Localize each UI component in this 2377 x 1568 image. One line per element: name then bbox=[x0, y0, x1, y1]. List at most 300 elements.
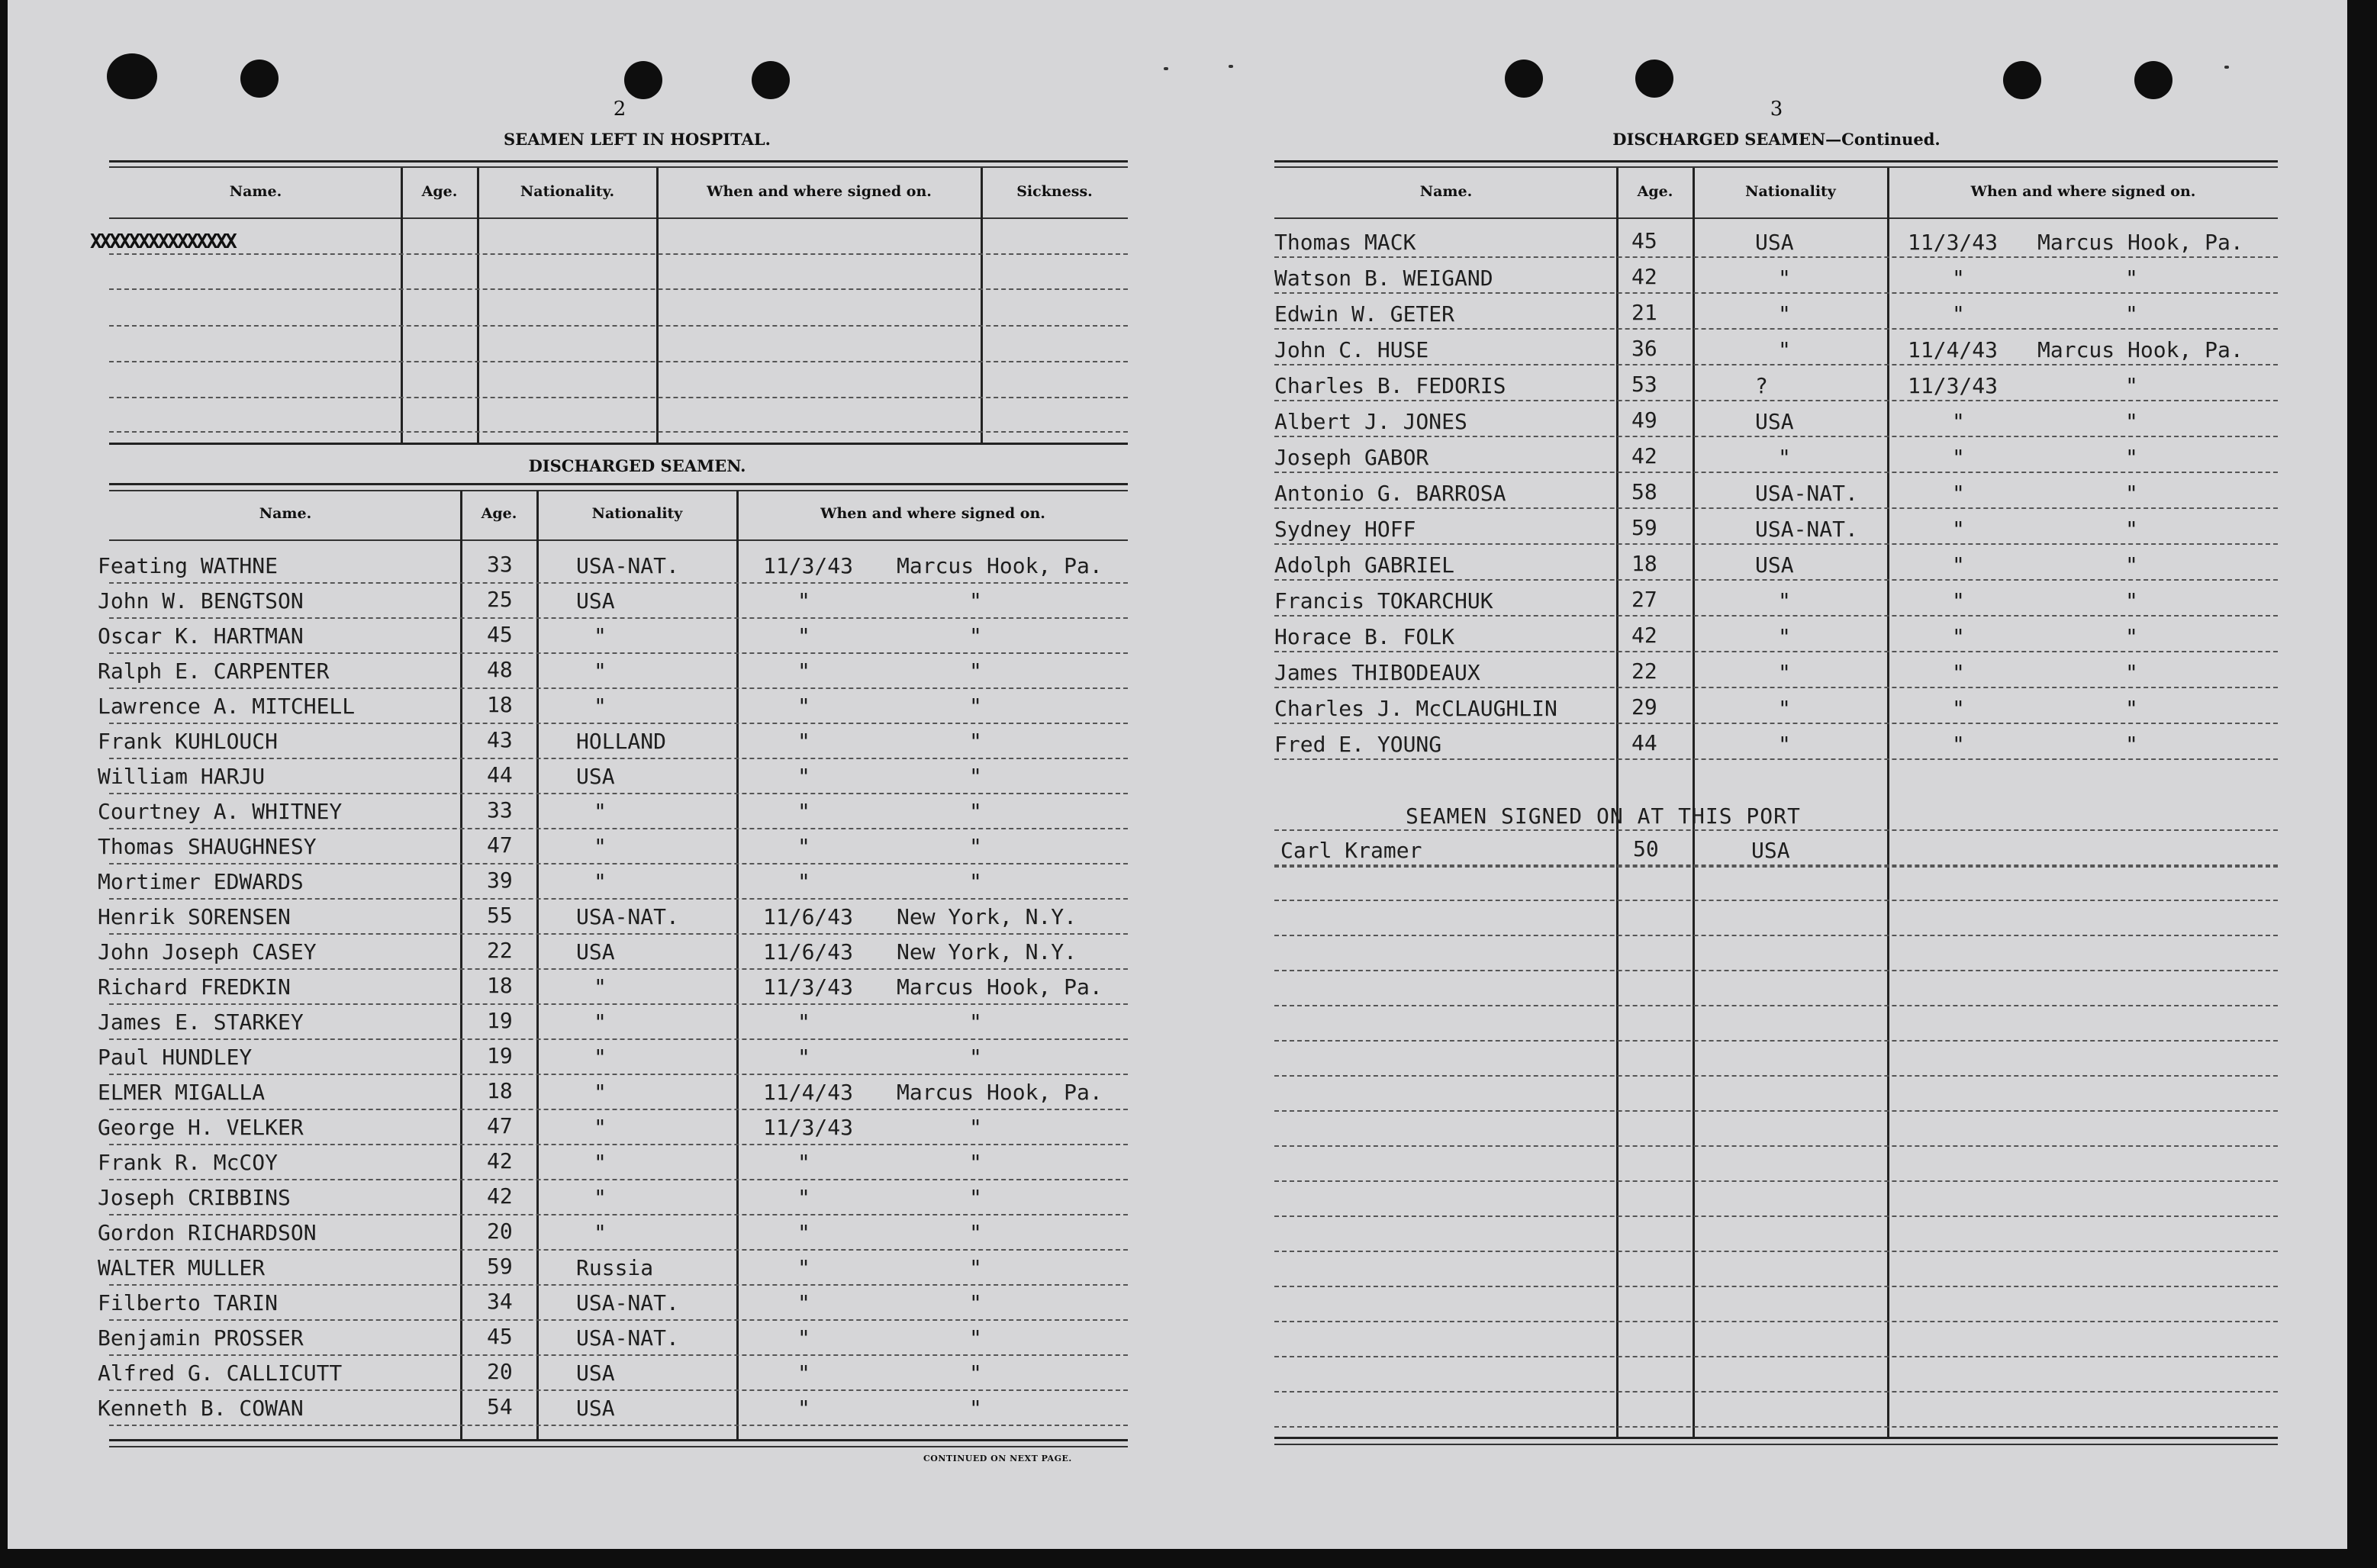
seaman-name: John W. BENGTSON bbox=[98, 588, 304, 613]
signed-date: " bbox=[797, 588, 810, 613]
seaman-age: 49 bbox=[1631, 407, 1657, 433]
signed-place: Marcus Hook, Pa. bbox=[897, 553, 1103, 578]
seaman-age: 42 bbox=[487, 1183, 513, 1209]
seaman-age: 33 bbox=[487, 797, 513, 823]
ruled-line bbox=[1274, 1075, 2278, 1077]
signed-date: " bbox=[797, 623, 810, 649]
seaman-nationality: HOLLAND bbox=[576, 729, 667, 754]
signed-date: " bbox=[797, 1396, 810, 1421]
rule bbox=[109, 160, 1128, 163]
seaman-name: John Joseph CASEY bbox=[98, 939, 317, 964]
signed-date: " bbox=[1952, 481, 1965, 506]
signed-place: " bbox=[2125, 481, 2138, 506]
column-divider bbox=[401, 168, 403, 444]
seaman-name: Charles J. McCLAUGHLIN bbox=[1274, 696, 1557, 721]
seaman-name: George H. VELKER bbox=[98, 1115, 304, 1140]
signed-date: " bbox=[797, 729, 810, 754]
seaman-age: 19 bbox=[487, 1043, 513, 1068]
signed-place: " bbox=[969, 658, 982, 684]
signed-place: " bbox=[969, 623, 982, 649]
seaman-age: 55 bbox=[487, 903, 513, 928]
seaman-nationality: Russia bbox=[576, 1255, 654, 1280]
signed-place: " bbox=[2125, 660, 2138, 685]
seaman-age: 59 bbox=[1631, 515, 1657, 540]
seaman-nationality: " bbox=[594, 1045, 607, 1070]
ruled-line bbox=[109, 828, 1128, 829]
rule bbox=[109, 166, 1128, 168]
signed-date: " bbox=[1952, 660, 1965, 685]
seaman-nationality: " bbox=[1778, 696, 1791, 721]
signed-place: " bbox=[969, 1290, 982, 1315]
ruled-line bbox=[109, 863, 1128, 864]
seaman-nationality: " bbox=[1778, 732, 1791, 757]
column-divider bbox=[477, 168, 479, 444]
seaman-name: Joseph CRIBBINS bbox=[98, 1185, 291, 1210]
speck bbox=[1164, 67, 1168, 70]
seaman-nationality: USA-NAT. bbox=[576, 1325, 679, 1351]
ruled-line bbox=[1274, 292, 2278, 294]
seaman-nationality: " bbox=[594, 1009, 607, 1035]
rule bbox=[109, 1439, 1128, 1441]
seaman-nationality: " bbox=[594, 658, 607, 684]
ruled-line bbox=[109, 793, 1128, 794]
punch-hole bbox=[1635, 60, 1673, 98]
signed-place: " bbox=[2125, 266, 2138, 291]
seaman-nationality: " bbox=[594, 974, 607, 1000]
continued-header-signed: When and where signed on. bbox=[1970, 183, 2196, 200]
seaman-nationality: " bbox=[594, 799, 607, 824]
seaman-name: Frank R. McCOY bbox=[98, 1150, 279, 1175]
seaman-name: WALTER MULLER bbox=[98, 1255, 266, 1280]
ruled-line bbox=[1274, 900, 2278, 901]
signed-place: " bbox=[969, 1255, 982, 1280]
column-divider bbox=[736, 491, 739, 1441]
rule bbox=[109, 483, 1128, 485]
discharged-header-name: Name. bbox=[259, 505, 312, 522]
signed-date: " bbox=[797, 869, 810, 894]
seaman-name: Francis TOKARCHUK bbox=[1274, 588, 1493, 613]
ruled-line bbox=[109, 325, 1128, 327]
ruled-line bbox=[1274, 758, 2278, 760]
ruled-line bbox=[109, 1389, 1128, 1391]
punch-hole bbox=[752, 61, 790, 99]
ruled-line bbox=[109, 253, 1128, 255]
seaman-age: 42 bbox=[1631, 443, 1657, 468]
ruled-line bbox=[1274, 1110, 2278, 1112]
ruled-line bbox=[1274, 472, 2278, 473]
signed-date: 11/3/43 bbox=[1908, 373, 1999, 398]
seaman-nationality: " bbox=[594, 1220, 607, 1245]
ruled-line bbox=[109, 758, 1128, 759]
signed-date: " bbox=[1952, 552, 1965, 578]
torn-corner bbox=[107, 53, 157, 99]
seaman-nationality: " bbox=[594, 1185, 607, 1210]
signed-place: " bbox=[2125, 588, 2138, 613]
hospital-header-signed: When and where signed on. bbox=[707, 183, 932, 200]
seaman-nationality: USA-NAT. bbox=[1755, 517, 1858, 542]
ruled-line bbox=[109, 397, 1128, 398]
ruled-line bbox=[1274, 866, 2278, 868]
seaman-name: Filberto TARIN bbox=[98, 1290, 279, 1315]
signed-date: 11/6/43 bbox=[763, 904, 854, 929]
speck bbox=[1229, 65, 1233, 68]
seaman-name: Oscar K. HARTMAN bbox=[98, 623, 304, 649]
seaman-name: Ralph E. CARPENTER bbox=[98, 658, 330, 684]
seaman-nationality: " bbox=[594, 694, 607, 719]
seaman-name: Adolph GABRIEL bbox=[1274, 552, 1455, 578]
ruled-line bbox=[109, 898, 1128, 900]
rule bbox=[109, 443, 1128, 445]
ruled-line bbox=[1274, 1286, 2278, 1287]
ruled-line bbox=[1274, 1251, 2278, 1252]
continued-header-name: Name. bbox=[1419, 183, 1473, 200]
signed-place: " bbox=[969, 1115, 982, 1140]
seaman-name: Horace B. FOLK bbox=[1274, 624, 1455, 649]
punch-hole bbox=[2134, 61, 2172, 99]
seaman-nationality: USA-NAT. bbox=[576, 1290, 679, 1315]
seaman-nationality: " bbox=[1778, 301, 1791, 327]
ruled-line bbox=[109, 723, 1128, 724]
seaman-nationality: " bbox=[1778, 660, 1791, 685]
hospital-section-title: SEAMEN LEFT IN HOSPITAL. bbox=[504, 130, 771, 149]
seaman-age: 43 bbox=[487, 727, 513, 752]
hospital-header-nationality: Nationality. bbox=[520, 183, 615, 200]
signed-place: Marcus Hook, Pa. bbox=[2037, 230, 2243, 255]
ruled-line bbox=[1274, 579, 2278, 581]
seaman-age: 22 bbox=[1631, 658, 1657, 684]
ruled-line bbox=[1274, 970, 2278, 971]
signed-place: " bbox=[969, 1045, 982, 1070]
seaman-name: Watson B. WEIGAND bbox=[1274, 266, 1493, 291]
ruled-line bbox=[109, 1284, 1128, 1286]
discharged-header-age: Age. bbox=[481, 505, 517, 522]
signed-date: 11/4/43 bbox=[763, 1080, 854, 1105]
signed-date: " bbox=[797, 764, 810, 789]
ruled-line bbox=[1274, 1321, 2278, 1322]
column-divider bbox=[460, 491, 462, 1441]
signed-date: " bbox=[1952, 624, 1965, 649]
ruled-line bbox=[109, 1214, 1128, 1215]
signed-date: 11/3/43 bbox=[1908, 230, 1999, 255]
seaman-nationality: USA-NAT. bbox=[576, 553, 679, 578]
signed-place: New York, N.Y. bbox=[897, 939, 1077, 964]
continued-header-nationality: Nationality bbox=[1745, 183, 1836, 200]
ruled-line bbox=[109, 1074, 1128, 1075]
seaman-nationality: " bbox=[594, 1080, 607, 1105]
ruled-line bbox=[109, 652, 1128, 654]
ruled-line bbox=[109, 933, 1128, 935]
seaman-nationality: " bbox=[1778, 445, 1791, 470]
signed-place: " bbox=[2125, 552, 2138, 578]
rule bbox=[1274, 217, 2278, 219]
rule bbox=[109, 1446, 1128, 1447]
discharged-section-title: DISCHARGED SEAMEN. bbox=[528, 456, 746, 475]
ruled-line bbox=[1274, 1005, 2278, 1006]
seaman-name: Albert J. JONES bbox=[1274, 409, 1467, 434]
seaman-age: 58 bbox=[1631, 479, 1657, 504]
page-number-right: 3 bbox=[1770, 98, 1783, 121]
signed-place: " bbox=[969, 1325, 982, 1351]
hospital-header-name: Name. bbox=[229, 183, 282, 200]
seaman-age: 47 bbox=[487, 832, 513, 858]
signed-on-age: 50 bbox=[1633, 836, 1659, 861]
signed-date: " bbox=[1952, 301, 1965, 327]
seaman-nationality: " bbox=[594, 1150, 607, 1175]
hospital-header-age: Age. bbox=[421, 183, 458, 200]
seaman-nationality: " bbox=[1778, 588, 1791, 613]
column-divider bbox=[656, 168, 659, 444]
seaman-age: 20 bbox=[487, 1219, 513, 1244]
signed-place: " bbox=[2125, 732, 2138, 757]
ruled-line bbox=[1274, 1426, 2278, 1428]
seaman-nationality: USA bbox=[576, 764, 615, 789]
page-number-left: 2 bbox=[613, 98, 626, 121]
seaman-name: Sydney HOFF bbox=[1274, 517, 1416, 542]
seaman-name: Lawrence A. MITCHELL bbox=[98, 694, 356, 719]
seaman-age: 18 bbox=[487, 1078, 513, 1103]
signed-date: " bbox=[797, 799, 810, 824]
punch-hole bbox=[1505, 60, 1543, 98]
seaman-name: Henrik SORENSEN bbox=[98, 904, 291, 929]
seaman-name: Gordon RICHARDSON bbox=[98, 1220, 317, 1245]
rule bbox=[109, 217, 1128, 219]
seaman-age: 42 bbox=[487, 1148, 513, 1174]
signed-place: " bbox=[969, 1185, 982, 1210]
seaman-age: 22 bbox=[487, 938, 513, 963]
signed-date: " bbox=[797, 1255, 810, 1280]
seaman-age: 53 bbox=[1631, 372, 1657, 397]
signed-place: Marcus Hook, Pa. bbox=[2037, 337, 2243, 362]
discharged-header-signed: When and where signed on. bbox=[820, 505, 1045, 522]
seaman-nationality: USA bbox=[576, 1396, 615, 1421]
ruled-line bbox=[109, 687, 1128, 689]
ruled-line bbox=[1274, 328, 2278, 330]
ruled-line bbox=[109, 431, 1128, 433]
ruled-line bbox=[1274, 651, 2278, 652]
signed-place: " bbox=[969, 1150, 982, 1175]
seaman-name: Feating WATHNE bbox=[98, 553, 279, 578]
seaman-age: 18 bbox=[1631, 551, 1657, 576]
signed-place: " bbox=[969, 799, 982, 824]
seaman-nationality: " bbox=[1778, 337, 1791, 362]
rule bbox=[1274, 160, 2278, 163]
ruled-line bbox=[109, 968, 1128, 970]
signed-date: " bbox=[797, 1185, 810, 1210]
signed-place: " bbox=[969, 588, 982, 613]
seaman-age: 33 bbox=[487, 552, 513, 577]
ruled-line bbox=[109, 361, 1128, 362]
seaman-age: 45 bbox=[487, 1324, 513, 1349]
signed-date: " bbox=[1952, 732, 1965, 757]
ruled-line bbox=[1274, 1391, 2278, 1393]
seaman-age: 18 bbox=[487, 973, 513, 998]
discharged-header-nationality: Nationality bbox=[591, 505, 683, 522]
seaman-age: 59 bbox=[487, 1254, 513, 1279]
seaman-age: 44 bbox=[487, 762, 513, 787]
signed-place: " bbox=[969, 1009, 982, 1035]
signed-date: " bbox=[1952, 266, 1965, 291]
signed-place: " bbox=[2125, 373, 2138, 398]
seaman-nationality: " bbox=[594, 869, 607, 894]
signed-date: " bbox=[1952, 696, 1965, 721]
signed-place: " bbox=[969, 1360, 982, 1386]
ruled-line bbox=[1274, 543, 2278, 545]
seaman-name: ELMER MIGALLA bbox=[98, 1080, 266, 1105]
ruled-line bbox=[1274, 256, 2278, 258]
ruled-line bbox=[109, 1179, 1128, 1180]
ruled-line bbox=[1274, 1215, 2278, 1217]
seaman-nationality: " bbox=[1778, 624, 1791, 649]
seaman-age: 44 bbox=[1631, 730, 1657, 755]
signed-date: 11/4/43 bbox=[1908, 337, 1999, 362]
ruled-line bbox=[109, 1319, 1128, 1321]
ruled-line bbox=[109, 1425, 1128, 1426]
signed-place: " bbox=[969, 869, 982, 894]
ruled-line bbox=[1274, 1180, 2278, 1182]
punch-hole bbox=[240, 60, 279, 98]
signed-date: " bbox=[797, 658, 810, 684]
seaman-age: 45 bbox=[487, 622, 513, 647]
seaman-age: 42 bbox=[1631, 264, 1657, 289]
ruled-line bbox=[1274, 1145, 2278, 1147]
seaman-name: Paul HUNDLEY bbox=[98, 1045, 253, 1070]
seaman-nationality: ? bbox=[1755, 373, 1768, 398]
signed-date: " bbox=[1952, 588, 1965, 613]
signed-date: 11/3/43 bbox=[763, 974, 854, 1000]
signed-date: " bbox=[797, 1009, 810, 1035]
ruled-line bbox=[109, 1038, 1128, 1040]
signed-date: " bbox=[1952, 409, 1965, 434]
signed-on-name: Carl Kramer bbox=[1280, 838, 1422, 863]
seaman-age: 27 bbox=[1631, 587, 1657, 612]
seaman-age: 45 bbox=[1631, 228, 1657, 253]
seaman-nationality: USA bbox=[576, 939, 615, 964]
rule bbox=[1274, 1444, 2278, 1445]
ruled-line bbox=[109, 1003, 1128, 1005]
ruled-line bbox=[1274, 507, 2278, 509]
signed-date: " bbox=[797, 1220, 810, 1245]
seaman-nationality: USA-NAT. bbox=[576, 904, 679, 929]
seaman-name: Richard FREDKIN bbox=[98, 974, 291, 1000]
signed-date: 11/3/43 bbox=[763, 553, 854, 578]
signed-date: " bbox=[797, 1045, 810, 1070]
signed-place: " bbox=[969, 694, 982, 719]
ruled-line bbox=[109, 1144, 1128, 1145]
signed-place: " bbox=[969, 729, 982, 754]
seaman-age: 36 bbox=[1631, 336, 1657, 361]
seaman-age: 29 bbox=[1631, 694, 1657, 720]
punch-hole bbox=[2003, 61, 2041, 99]
seaman-age: 19 bbox=[487, 1008, 513, 1033]
rule bbox=[1274, 166, 2278, 168]
signed-place: Marcus Hook, Pa. bbox=[897, 1080, 1103, 1105]
seaman-name: Charles B. FEDORIS bbox=[1274, 373, 1506, 398]
signed-place: Marcus Hook, Pa. bbox=[897, 974, 1103, 1000]
signed-date: " bbox=[797, 1325, 810, 1351]
signed-place: " bbox=[2125, 445, 2138, 470]
rule bbox=[109, 539, 1128, 541]
signed-date: " bbox=[797, 834, 810, 859]
rule bbox=[109, 490, 1128, 491]
signed-date: " bbox=[1952, 517, 1965, 542]
ruled-line bbox=[1274, 935, 2278, 936]
ruled-line bbox=[1274, 829, 2278, 831]
ruled-line bbox=[109, 1249, 1128, 1251]
seaman-name: James THIBODEAUX bbox=[1274, 660, 1480, 685]
seaman-age: 25 bbox=[487, 587, 513, 612]
ruled-line bbox=[109, 288, 1128, 290]
seaman-age: 42 bbox=[1631, 623, 1657, 648]
seaman-nationality: USA bbox=[1755, 230, 1794, 255]
seaman-name: Benjamin PROSSER bbox=[98, 1325, 304, 1351]
signed-place: " bbox=[969, 1220, 982, 1245]
seaman-nationality: " bbox=[594, 834, 607, 859]
signed-place: " bbox=[2125, 301, 2138, 327]
column-divider bbox=[1887, 168, 1889, 1438]
seaman-name: Frank KUHLOUCH bbox=[98, 729, 279, 754]
ruled-line bbox=[109, 582, 1128, 584]
signed-place: " bbox=[2125, 517, 2138, 542]
seaman-age: 18 bbox=[487, 692, 513, 717]
discharged-continued-title: DISCHARGED SEAMEN—Continued. bbox=[1612, 130, 1941, 149]
seaman-nationality: USA bbox=[576, 1360, 615, 1386]
seaman-nationality: USA bbox=[1755, 409, 1794, 434]
signed-date: 11/3/43 bbox=[763, 1115, 854, 1140]
struck-out-entry: XXXXXXXXXXXXXXX bbox=[90, 230, 235, 253]
signed-place: " bbox=[2125, 624, 2138, 649]
seaman-nationality: " bbox=[1778, 266, 1791, 291]
signed-on-nationality: USA bbox=[1751, 838, 1790, 863]
seaman-name: William HARJU bbox=[98, 764, 266, 789]
seaman-name: Mortimer EDWARDS bbox=[98, 869, 304, 894]
seaman-name: John C. HUSE bbox=[1274, 337, 1429, 362]
signed-place: " bbox=[969, 834, 982, 859]
ruled-line bbox=[1274, 615, 2278, 617]
signed-date: 11/6/43 bbox=[763, 939, 854, 964]
speck bbox=[2224, 66, 2229, 69]
seaman-name: Fred E. YOUNG bbox=[1274, 732, 1442, 757]
seaman-name: Edwin W. GETER bbox=[1274, 301, 1455, 327]
ruled-line bbox=[1274, 400, 2278, 401]
seaman-name: Thomas SHAUGHNESY bbox=[98, 834, 317, 859]
seaman-age: 39 bbox=[487, 868, 513, 893]
signed-place: " bbox=[969, 764, 982, 789]
seaman-nationality: USA-NAT. bbox=[1755, 481, 1858, 506]
seaman-age: 54 bbox=[487, 1394, 513, 1419]
signed-place: " bbox=[2125, 696, 2138, 721]
signed-on-title: SEAMEN SIGNED ON AT THIS PORT bbox=[1406, 803, 1801, 829]
signed-date: " bbox=[1952, 445, 1965, 470]
signed-place: " bbox=[2125, 409, 2138, 434]
signed-place: New York, N.Y. bbox=[897, 904, 1077, 929]
punch-hole bbox=[624, 61, 662, 99]
seaman-age: 48 bbox=[487, 657, 513, 682]
seaman-nationality: " bbox=[594, 1115, 607, 1140]
seaman-age: 47 bbox=[487, 1113, 513, 1138]
seaman-name: Thomas MACK bbox=[1274, 230, 1416, 255]
seaman-nationality: USA bbox=[576, 588, 615, 613]
column-divider bbox=[981, 168, 983, 444]
ruled-line bbox=[1274, 723, 2278, 724]
ruled-line bbox=[1274, 687, 2278, 688]
ruled-line bbox=[1274, 1040, 2278, 1042]
signed-date: " bbox=[797, 1360, 810, 1386]
seaman-name: Alfred G. CALLICUTT bbox=[98, 1360, 343, 1386]
seaman-name: James E. STARKEY bbox=[98, 1009, 304, 1035]
ruled-line bbox=[109, 1354, 1128, 1356]
register-sheet bbox=[8, 0, 2347, 1549]
continued-header-age: Age. bbox=[1637, 183, 1673, 200]
